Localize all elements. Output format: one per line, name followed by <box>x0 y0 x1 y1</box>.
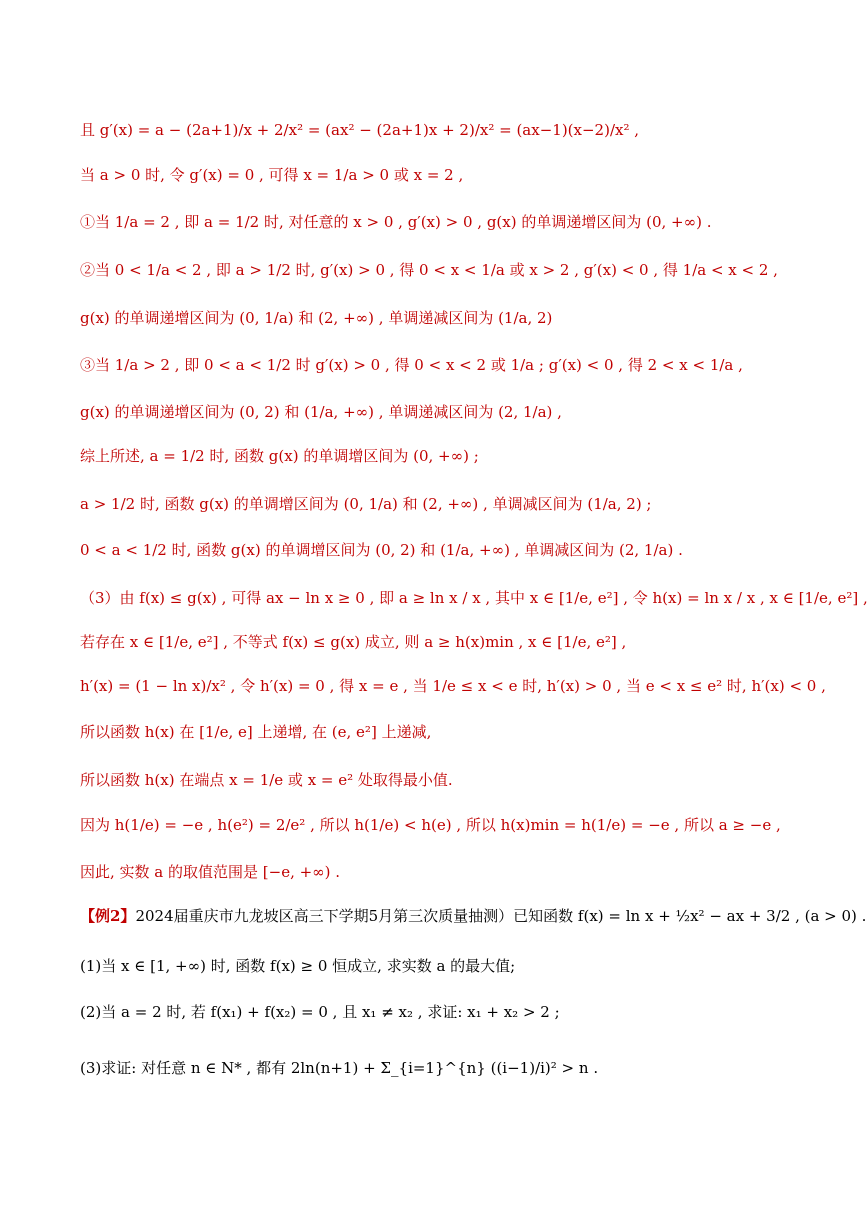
line-12: 若存在 x ∈ [1/e, e²] , 不等式 f(x) ≤ g(x) 成立, 则 a ≥ h(x)min , x ∈ [1/e, e²] , <box>80 633 627 651</box>
line-17: 因此, 实数 a 的取值范围是 [−e, +∞) . <box>80 863 341 881</box>
line-9: a > 1/2 时, 函数 g(x) 的单调增区间为 (0, 1/a) 和 (2, +∞) , 单调减区间为 (1/a, 2) ; <box>80 495 652 513</box>
line-5: g(x) 的单调递增区间为 (0, 1/a) 和 (2, +∞) , 单调递减区间为 (1/a, 2) <box>80 309 553 327</box>
example-intro: 2024届重庆市九龙坡区高三下学期5月第三次质量抽测）已知函数 f(x) = ln x + ½x² − ax + 3/2 , (a > 0) . <box>135 907 867 925</box>
line-1: 且 g′(x) = a − (2a+1)/x + 2/x² = (ax² − (2a+1)x + 2)/x² = (ax−1)(x−2)/x² , <box>80 121 640 139</box>
line-11: （3）由 f(x) ≤ g(x) , 可得 ax − ln x ≥ 0 , 即 a ≥ ln x / x , 其中 x ∈ [1/e, e²] , 令 h(x) = ln x / x , x ∈ [1/e, e²] , <box>80 589 868 607</box>
line-16: 因为 h(1/e) = −e , h(e²) = 2/e² , 所以 h(1/e) < h(e) , 所以 h(x)min = h(1/e) = −e , 所以 a ≥ −e , <box>80 816 781 834</box>
line-15: 所以函数 h(x) 在端点 x = 1/e 或 x = e² 处取得最小值. <box>80 771 453 789</box>
question-2: (2)当 a = 2 时, 若 f(x₁) + f(x₂) = 0 , 且 x₁ ≠ x₂ , 求证: x₁ + x₂ > 2 ; <box>80 1003 560 1021</box>
example-intro-line <box>80 906 866 926</box>
line-2: 当 a > 0 时, 令 g′(x) = 0 , 可得 x = 1/a > 0 或 x = 2 , <box>80 166 464 184</box>
line-14: 所以函数 h(x) 在 [1/e, e] 上递增, 在 (e, e²] 上递减, <box>80 723 432 741</box>
question-3: (3)求证: 对任意 n ∈ N* , 都有 2ln(n+1) + Σ_{i=1}^{n} ((i−1)/i)² > n . <box>80 1059 599 1077</box>
line-7: g(x) 的单调递增区间为 (0, 2) 和 (1/a, +∞) , 单调递减区间为 (2, 1/a) , <box>80 403 562 421</box>
example-tag: 【例2】 <box>80 907 136 925</box>
line-6: ③当 1/a > 2 , 即 0 < a < 1/2 时 g′(x) > 0 , 得 0 < x < 2 或 1/a ; g′(x) < 0 , 得 2 < x < 1/a , <box>80 356 743 374</box>
line-4: ②当 0 < 1/a < 2 , 即 a > 1/2 时, g′(x) > 0 , 得 0 < x < 1/a 或 x > 2 , g′(x) < 0 , 得 1/a < x < 2 , <box>80 261 778 279</box>
line-8: 综上所述, a = 1/2 时, 函数 g(x) 的单调增区间为 (0, +∞) ; <box>80 447 479 465</box>
line-13: h′(x) = (1 − ln x)/x² , 令 h′(x) = 0 , 得 x = e , 当 1/e ≤ x < e 时, h′(x) > 0 , 当 e < x ≤ e² 时, h′(x) < 0 , <box>80 677 826 695</box>
question-1: (1)当 x ∈ [1, +∞) 时, 函数 f(x) ≥ 0 恒成立, 求实数 a 的最大值; <box>80 957 516 975</box>
line-10: 0 < a < 1/2 时, 函数 g(x) 的单调增区间为 (0, 2) 和 (1/a, +∞) , 单调减区间为 (2, 1/a) . <box>80 541 683 559</box>
line-3: ①当 1/a = 2 , 即 a = 1/2 时, 对任意的 x > 0 , g′(x) > 0 , g(x) 的单调递增区间为 (0, +∞) . <box>80 213 712 231</box>
